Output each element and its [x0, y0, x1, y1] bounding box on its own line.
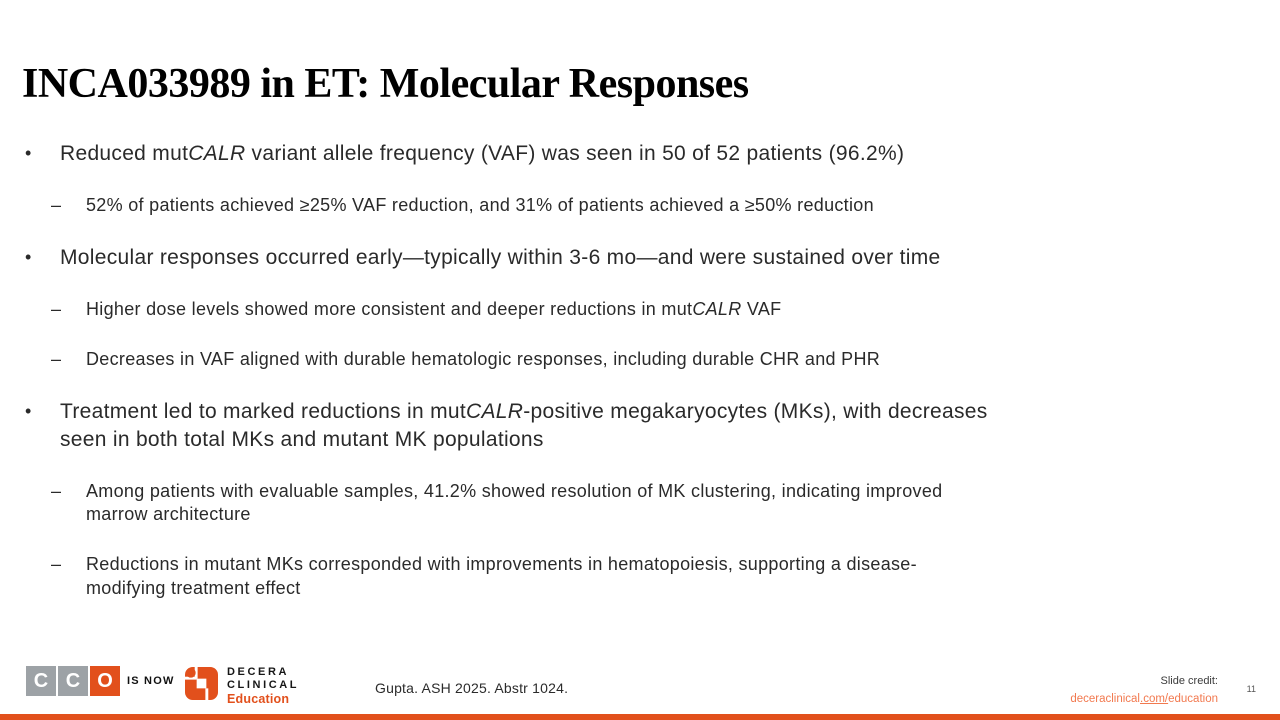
decera-word: DECERA	[227, 666, 290, 678]
cco-letter-square: O	[90, 666, 120, 696]
decera-logo-text	[227, 667, 299, 706]
sub-bullet-item	[48, 348, 1232, 372]
decera-word: CLINICAL	[227, 679, 300, 691]
sub-bullet-item	[48, 480, 1232, 528]
page-title: INCA033989 in ET: Molecular Responses	[22, 61, 749, 107]
cco-logo	[26, 666, 120, 696]
slide-credit-link[interactable]: deceraclinical.com/education	[1070, 693, 1218, 706]
decera-logo-icon	[185, 667, 218, 700]
dash-marker: –	[51, 554, 62, 575]
bullet-text: Treatment led to marked reductions in mutCALR-positive megakaryocytes (MKs), with decreases seen in both total MKs and mutant MK populations	[60, 399, 988, 451]
cco-letter-square: C	[26, 666, 56, 696]
dash-marker: –	[51, 194, 62, 215]
bullet-item	[22, 140, 1232, 168]
decera-logo	[185, 667, 299, 706]
dash-marker: –	[51, 480, 62, 501]
page-number: 11	[1246, 684, 1256, 694]
bullet-marker: •	[25, 143, 32, 163]
bullet-text: Decreases in VAF aligned with durable hematologic responses, including durable CHR and PHR	[86, 348, 881, 369]
is-now-label: IS NOW	[127, 675, 175, 687]
cco-letter-square: C	[58, 666, 88, 696]
bullet-text: Reduced mutCALR variant allele frequency (VAF) was seen in 50 of 52 patients (96.2%)	[60, 142, 905, 165]
bullet-marker: •	[25, 400, 32, 421]
slide-credit	[1070, 674, 1218, 709]
sub-bullet-item	[48, 553, 1232, 601]
sub-bullet-item	[48, 194, 1232, 218]
bullet-text: 52% of patients achieved ≥25% VAF reduction, and 31% of patients achieved a ≥50% reduction	[86, 194, 874, 215]
bullet-text: Reductions in mutant MKs corresponded with improvements in hematopoiesis, supporting a disease- modifying treatment effect	[86, 554, 917, 599]
bullet-list	[22, 140, 1232, 627]
dash-marker: –	[51, 298, 62, 319]
bullet-item	[22, 398, 1232, 454]
bullet-text: Higher dose levels showed more consistent and deeper reductions in mutCALR VAF	[86, 298, 782, 319]
dash-marker: –	[51, 348, 62, 369]
bullet-item	[22, 244, 1232, 272]
bullet-text: Molecular responses occurred early—typically within 3-6 mo—and were sustained over time	[60, 245, 941, 269]
slide-credit-label: Slide credit:	[1160, 675, 1218, 687]
citation: Gupta. ASH 2025. Abstr 1024.	[375, 680, 569, 696]
decera-education-label: Education	[227, 692, 290, 706]
bottom-accent-bar	[0, 714, 1280, 720]
bullet-marker: •	[25, 246, 32, 267]
sub-bullet-item	[48, 298, 1232, 322]
bullet-text: Among patients with evaluable samples, 41.2% showed resolution of MK clustering, indicating improved marrow architecture	[86, 480, 943, 525]
